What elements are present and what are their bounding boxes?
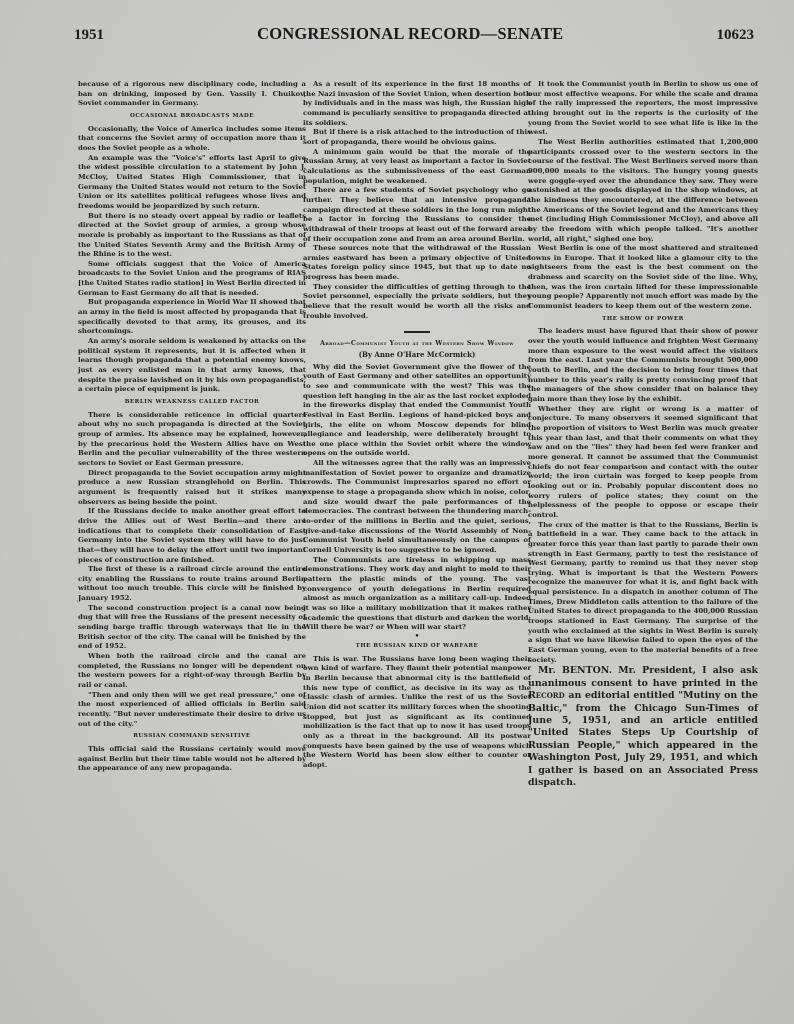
article-byline: (By Anne O'Hare McCormick) (358, 349, 476, 359)
paragraph: All the witnesses agree that the rally was an impressive manifestation of Soviet power to organize and dramatize crowds. The Communist impresarios spared no effort or expense to stage a propaganda show which in noise, color, and size would dwarf the pale performances of the democracies. The contrast between the thundering march-to-order of the millions in Berlin and the quiet, serious, give-and-take discussions of the World Assembly of Non-Communist Youth held simultaneously on the campus of Cornell University is too suggestive to be ignored. (303, 459, 531, 555)
paragraph: A minimum gain would be that the morale of the Russian Army, at very least as important a factor in Soviet calculations as the submissiveness of the east German population, might be weakened. (303, 147, 531, 185)
paragraph: An example was the "Voice's" efforts last April to give the widest possible circulation to a statement by John J. McCloy, United States High Commissioner, that in Germany the United States would not return to the Soviet Union or its satellites political refugees whose lives and freedoms would be jeopardized by such return. (78, 153, 306, 210)
paragraph: The crux of the matter is that to the Russians, Berlin is a battlefield in a war. They came back to the attack in greater force this year than last partly to parade their own strength in East Germany, partly to test the resistance of West Germany, partly to remind us that they never stop trying. What is important is that the Western Powers recognize the maneuver for what it is, and fight back with equal persistence. In a dispatch in another column of The Times, Drew Middleton calls attention to the failure of the United States to direct propaganda to the 400,000 Russian troops stationed in East Germany. The surprise of the youth who exclaimed at the sights in West Berlin is surely a sign that we have likewise failed to open the eyes of the East German young, even to the material benefits of a free society. (528, 520, 758, 664)
paragraph: But propaganda experience in World War II showed that an army in the field is most affected by propaganda that is specifically devoted to that army, its grouses, and its shortcomings. (78, 298, 306, 336)
page-header (74, 24, 754, 46)
paragraph: But there is no steady overt appeal by radio or leaflets directed at the Soviet group of armies, a group whose morale is probably as important to the Russians as that of the United States Seventh Army and the British Army of the Rhine is to the west. (78, 211, 306, 259)
senator-speech (528, 665, 758, 789)
paragraph: The Communists are tireless in whipping up mass demonstrations. They work day and night to mold to their pattern the plastic minds of the young. The vast convergence of youth delegations in Berlin required almost as much organization as a military call-up. Indeed it was so like a military mobilization that it makes rather academic the questions that disturb and darken the world: Will there be war? or When will war start? (303, 555, 531, 632)
paragraph: An army's morale seldom is weakened by attacks on the political system it represents, but it is affected when it learns though propaganda that a potential enemy knows, just as every enlisted man in that army knows, that despite the praise lavished on it by his own propagandists, a certain piece of equipment is junk. (78, 337, 306, 394)
subheading: OCCASIONAL BROADCASTS MADE (129, 112, 255, 119)
column-2 (303, 80, 531, 770)
paragraph: This official said the Russians certainly would move against Berlin but their time table would not be altered by the appearance of any new propaganda. (78, 744, 306, 773)
record-small-caps: Record (528, 690, 565, 702)
paragraph: It took the Communist youth in Berlin to show us one of our most effective weapons. For while the scale and drama of the rally impressed the reporters, the most impressive thing brought out in the reports is the curiosity of the young from the Soviet world to see what life is like in the west. (528, 80, 758, 137)
paragraph: The leaders must have figured that their show of power over the youth would influence and frighten West Germany more than exposure to the west would affect the visitors from the east. Last year the Communists brought 500,000 youth to Berlin, and the decision to bring four times that number to this year's rally is pretty convincing proof that the managers of the show consider that on balance they gain more than they lose by the exhibit. (528, 327, 758, 403)
paragraph: When both the railroad circle and the canal are completed, the Russians no longer will be dependent on the western powers for a right-of-way through Berlin by rail or canal. (78, 652, 306, 690)
paragraph: As a result of its experience in the first 18 months of the Nazi invasion of the Soviet Union, when desertion both by individuals and in the mass was high, the Russian high command is peculiarly sensitive to propaganda directed at its soldiers. (303, 80, 531, 127)
paragraph: Whether they are right or wrong is a matter of conjecture. To many observers it seemed significant that the proportion of visitors to West Berlin was much greater this year than last, and that their comments on what they saw and on the "lies" they had been fed were franker and more general. It cannot be assumed that the Communist chiefs do not fear comparison and contact with the outer world; the iron curtain was forged to keep people from looking out or in. Probably popular discontent does no worry rulers of police states; they count on the helplessness of the people to oppose or escape their control. (528, 404, 758, 519)
paragraph: West Berlin is one of the most shattered and straitened towns in Europe. That it looked like a glamour city to the sightseers from the east is the best comment on the drabness and scarcity on the Soviet side of the line. Why, then, was the iron curtain lifted for these impressionable young people? Apparently not much effort was made by the Communist leaders to keep them out of the western zone. (528, 244, 758, 311)
paragraph: Occasionally, the Voice of America includes some items that concerns the Soviet army of occupation more than it does the Soviet people as a whole. (78, 124, 306, 152)
subheading: RUSSIAN COMMAND SENSITIVE (133, 733, 251, 740)
header-year: 1951 (74, 27, 104, 43)
paragraph: There is considerable reticence in official quarters about why no such propaganda is directed at the Soviet group of armies. Its absence may be explained, however, by the precarious hold the Western Allies have on West Berlin and the peculiar vulnerability of the three western sectors to Soviet or East German pressure. (78, 410, 306, 467)
column-1 (78, 80, 306, 774)
article-title: Abroad—Communist Youth at the Western Show Window (320, 338, 514, 347)
paragraph: Why did the Soviet Government give the flower of the youth of East Germany and other satellites an opportunity to see and communicate with the west? This was the question left hanging in the air as the last rocket exploded in the fireworks display that ended the Communist Youth Festival in East Berlin. Legions of hand-picked boys and girls, the elite on whom Moscow depends for blind allegiance and leadership, were deliberately brought to the one place within the Soviet orbit where the window opens on the outside world. (303, 362, 531, 458)
speech-text: an editorial entitled "Mutiny on the Baltic," from the Chicago Sun-Times of June 5, 1951, and an article entitled "United States Steps Up Courtship of Russian People," which appeared in the Washington Post, July 29, 1951, and which I gather is based on an Associated Press dispatch. (528, 690, 758, 789)
speech-text: Mr. BENTON. Mr. President, I also ask unanimous consent to have printed in the (528, 665, 758, 689)
paragraph: But if there is a risk attached to the introduction of this sort of propaganda, there would be obvious gains. (303, 128, 531, 146)
header-title: CONGRESSIONAL RECORD—SENATE (257, 24, 564, 43)
paragraph: If the Russians decide to make another great effort to drive the Allies out of West Berlin—and there are indications that to complete their consolidation of East Germany into the Soviet system they will have to do just that—they will have to delay the effort until two important pieces of construction are finished. (78, 507, 306, 564)
paragraph: There are a few students of Soviet psychology who go further. They believe that an intensive propaganda campaign directed at these soldiers in the long run might be a factor in forcing the Russians to consider the withdrawal of their troops at least out of the forward areas of their occupation zone and from an area around Berlin. (303, 186, 531, 243)
bullet-separator: • (414, 630, 420, 640)
subheading: BERLIN WEAKNESS CALLED FACTOR (124, 399, 260, 405)
paragraph: Some officials suggest that the Voice of America broadcasts to the Soviet Union and the programs of RIAS [the United States radio station] in West Berlin directed in German to East Germany do all that is needed. (78, 259, 306, 297)
header-page-number: 10623 (716, 27, 754, 43)
subheading: THE SHOW OF POWER (602, 315, 684, 322)
paragraph: These sources note that the withdrawal of the Russian armies eastward has been a primary objective of United States foreign policy since 1945, but that up to date no progress has been made. (303, 244, 531, 282)
paragraph: because of a rigorous new disciplinary code, including a ban on drinking, imposed by Gen. Vassily I. Chuikov, Soviet commander in Germany. (78, 80, 306, 108)
paragraph: "Then and only then will we get real pressure," one of the most experienced of allied officials in Berlin said recently. "But never underestimate their desire to drive us out of the city." (78, 690, 306, 728)
column-3 (528, 80, 758, 789)
subheading: THE RUSSIAN KIND OF WARFARE (355, 642, 479, 649)
paragraph: The first of these is a railroad circle around the entire city enabling the Russians to route trains around Berlin without too much trouble. This circle will be finished by January 1952. (78, 565, 306, 603)
paragraph: The second construction project is a canal now being dug that will free the Russians of the present necessity of sending barge traffic through waterways that lie in the British sector of the city. The canal will be finished by the end of 1952. (78, 603, 306, 651)
paragraph: This is war. The Russians have long been waging their own kind of warfare. They flaunt their potential manpower in Berlin because that abnormal city is the battlefield of this new type of conflict, as decisive in its way as the classic clash of armies. Unlike the rest of us the Soviet Union did not scatter its military forces when the shooting stopped, but just as significant as its continued mobilization is the fact that up to now it has used troops only as a threat in the background. All its postwar conquests have been gained by the use of weapons which the Western World has been slow either to counter or adopt. (303, 654, 531, 769)
paragraph: The West Berlin authorities estimated that 1,200,000 participants crossed over to the western sectors in the course of the festival. The West Berliners served more than 900,000 meals to the visitors. The hungry young guests were goggle-eyed over the abundance they saw. They were astonished at the goods displayed in the shop windows, at the kindness they encountered, at the difference between the Americans of the Soviet legend and the Americans they met (including High Commissioner McCloy), and above all by the freedom with which people talked. "It's another world, all right," sighed one boy. (528, 137, 758, 243)
paragraph: Direct propaganda to the Soviet occupation army might produce a new Russian stranglehold on Berlin. This argument is frequently raised but it strikes many observers as being beside the point. (78, 468, 306, 506)
paragraph: They consider the difficulties of getting through to the Soviet personnel, especially the private soldiers, but they believe that the result would be worth all the risks and trouble involved. (303, 282, 531, 320)
section-divider (404, 331, 430, 333)
